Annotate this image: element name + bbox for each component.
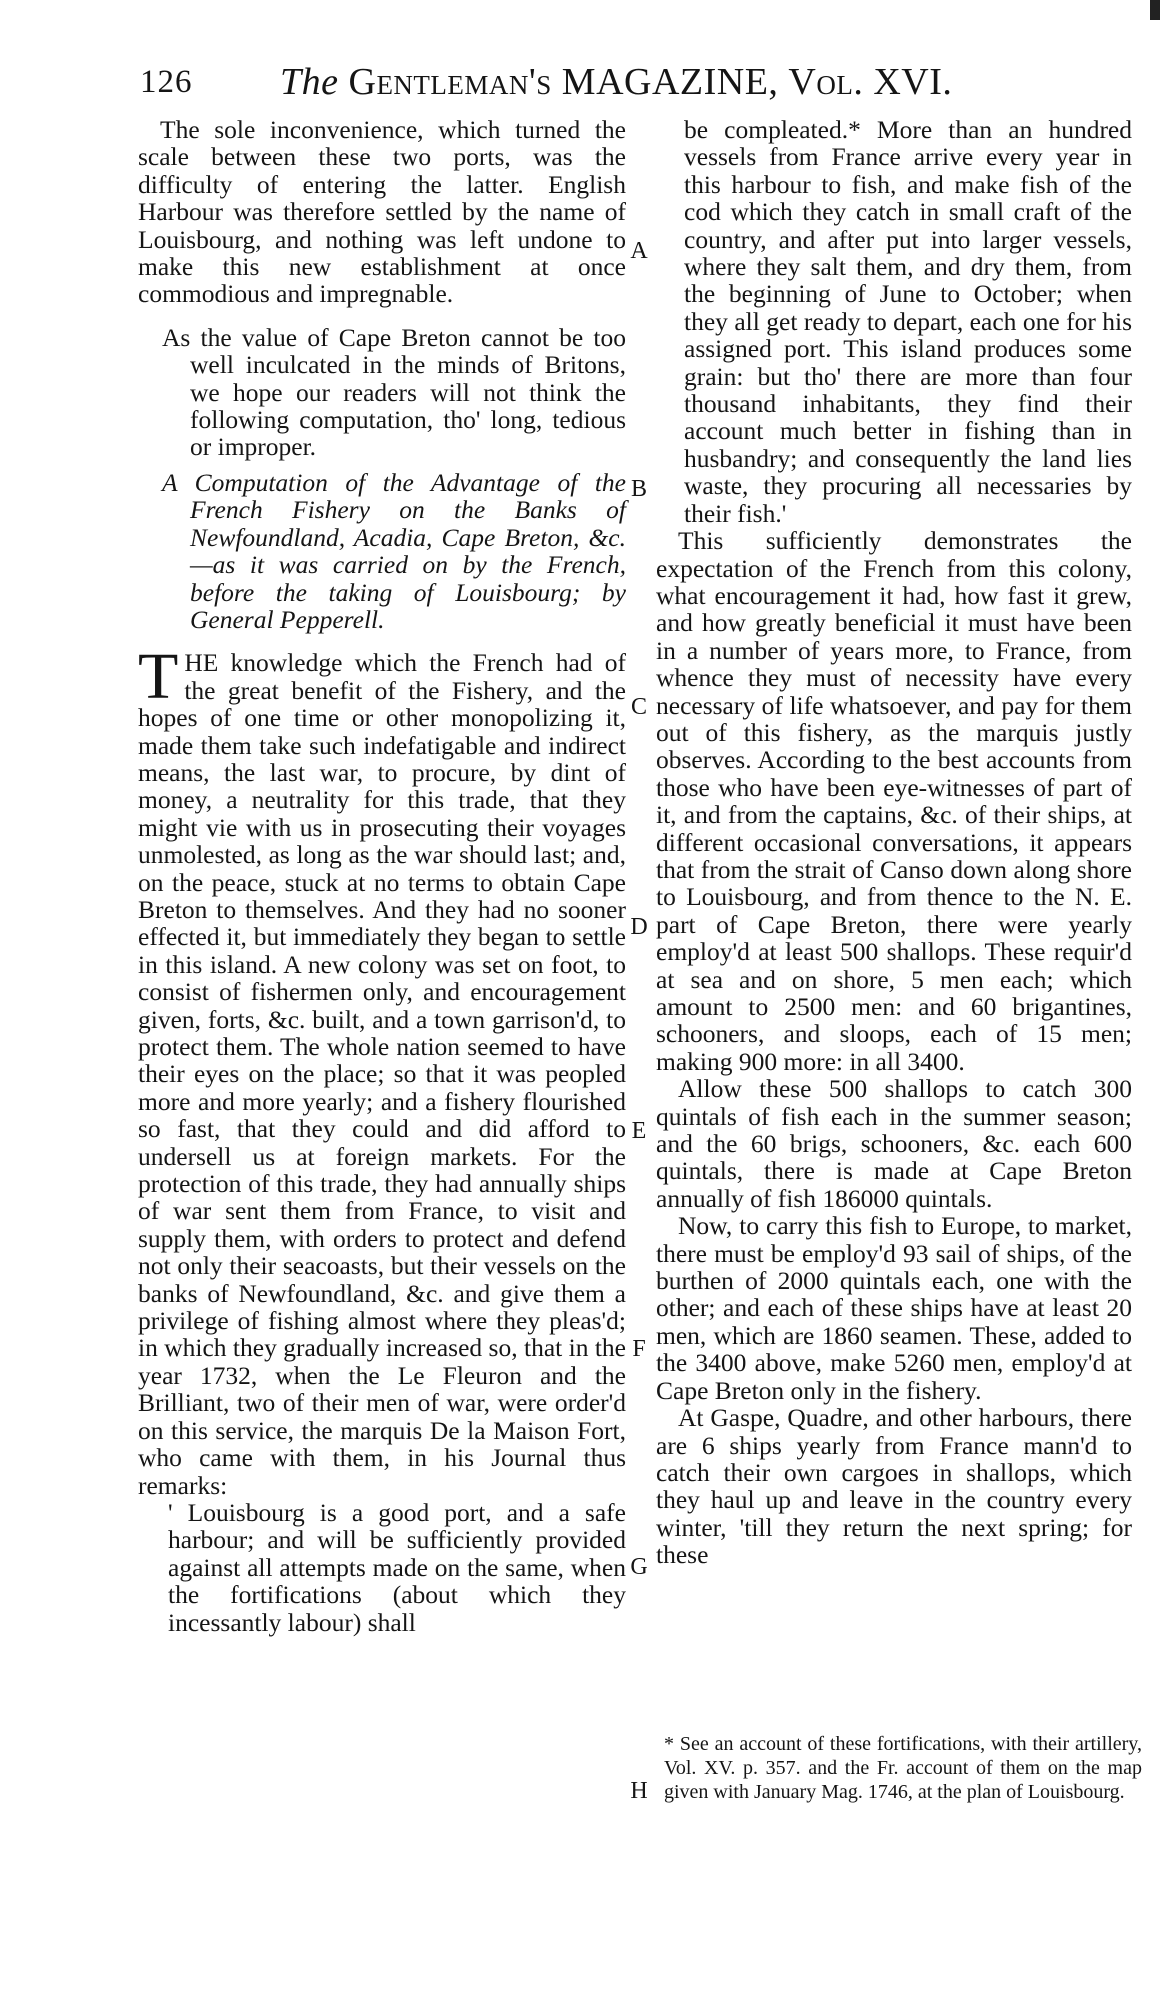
margin-letter-f: F [632,1336,646,1362]
title-the: The [280,61,339,103]
left-paragraph-1: The sole inconvenience, which turned the scale between these two ports, was the difficulty of entering the latter. English Harbour was therefore settled by the name of Louisbourg, and nothing was left undone to make this new establishment at once commodious and impregnable. [138,115,626,309]
left-column [138,116,626,1636]
journal-quote-start: ' Louisbourg is a good port, and a safe harbour; and will be sufficiently provided against all attempts made on the same, when the fortifications (about which they incessantly labour) shall [168,1497,626,1637]
footnote: * See an account of these fortifications, with their artillery, Vol. XV. p. 357. and the Fr. account of them on the map given with January Mag. 1746, at the plan of Louisbourg. [664,1733,1142,1803]
right-paragraph-2: Allow these 500 shallops to catch 300 quintals of fish each in the summer season; and the 60 brigs, schooners, &c. each 600 quintals, there is made at Cape Breton annually of fish 186000 quintals. [656,1074,1132,1213]
journal-quote-continued: be compleated.* More than an hundred vessels from France arrive every year in this harbour to fish, and make fish of the cod which they catch in small craft of the country, and after put into larger vessels, where they salt them, and dry them, from the beginning of June to October; when they all get ready to depart, each one for his assigned port. This island produces some grain: but tho' there are more than four thousand inhabitants, they find their account much better in fishing than in husbandry; and consequently the land lies waste, they procuring all necessaries by their fish.' [684,115,1132,528]
right-paragraph-4: At Gaspe, Quadre, and other harbours, there are 6 ships yearly from France mann'd to catch their own cargoes in shallops, which they haul up and leave in the country every winter, 'till they return the next spring; for these [656,1403,1132,1570]
right-column [656,116,1132,1569]
margin-letter-b: B [630,476,647,502]
right-paragraph-3: Now, to carry this fish to Europe, to market, there must be employ'd 93 sail of ships, of the burthen of 2000 quintals each, one with the other; and each of these ships have at least 20 men, which are 1860 seamen. These, added to the 3400 above, make 5260 men, employ'd at Cape Breton only in the fishery. [656,1211,1132,1405]
article-heading: A Computation of the Advantage of the French Fishery on the Banks of Newfoundland, Acadia, Cape Breton, &c.—as it was carried on by the French, before the taking of Louisbourg; by General Pepperell. [162,467,626,634]
article-body [138,640,626,1500]
scan-edge-mark [1150,0,1160,20]
running-head [140,56,1050,112]
margin-letter-a: A [630,238,648,264]
margin-letter-h: H [630,1778,648,1804]
margin-letter-g: G [630,1554,648,1580]
left-paragraph-main: HE knowledge which the French had of the great benefit of the Fishery, and the hopes of one time or other monopolizing it, made them take such indefatigable and indirect means, the last war, to procure, by dint of money, a neutrality for this trade, that they might vie with us in prosecuting their voyages unmolested, as long as the war should last; and, on the peace, stuck at no terms to obtain Cape Breton to themselves. And they had no sooner effected it, but immediately they began to settle in this island. A new colony was set on foot, to consist of fishermen only, and encouragement given, forts, &c. built, and a town garrison'd, to protect them. The whole nation seemed to have their eyes on the place; so that it was peopled more and more yearly; and a fishery flourished so fast, that they could and did afford to undersell us at foreign markets. For the protection of this trade, they had annually ships of war sent them from France, to visit and supply them, with orders to protect and defend not only their seacoasts, but their vessels on the banks of Newfoundland, &c. and give them a privilege of fishing almost where they pleas'd; in which they gradually increased so, that in the year 1732, when the Le Fleuron and the Brilliant, two of their men of war, were order'd on this service, the marquis De la Maison Fort, who came with them, in his Journal thus remarks: [138,648,626,1500]
margin-letter-d: D [630,914,648,940]
title-gentleman: Gentleman's [348,61,552,103]
drop-cap: T [138,640,179,714]
page-number: 126 [140,64,193,100]
running-title [280,60,952,104]
margin-letter-e: E [631,1118,647,1144]
right-paragraph-1: This sufficiently demonstrates the expectation of the French from this colony, what encouragement it had, how fast it grew, and how greatly beneficial it must have been in a number of years more, to France, from whence they must of necessity have every necessary of life whatsoever, and pay for them out of this fishery, as the marquis justly observes. According to the best accounts from those who have been eye-witnesses of part of it, and from the captains, &c. of their ships, at different occasional conversations, it appears that from the strait of Canso down along shore to Louisbourg, and from thence to the N. E. part of Cape Breton, there were yearly employ'd at least 500 shallops. These requir'd at sea and on shore, 5 men each; which amount to 2500 men: and 60 brigantines, schooners, and sloops, each of 15 men; making 900 more: in all 3400. [656,526,1132,1076]
margin-letter-c: C [630,694,647,720]
title-magazine: MAGAZINE, [561,61,779,103]
editorial-note: As the value of Cape Breton cannot be too well inculcated in the minds of Britons, we hope our readers will not think the following computation, tho' long, tedious or improper. [162,322,626,462]
title-volume: Vol. XVI. [788,61,953,103]
